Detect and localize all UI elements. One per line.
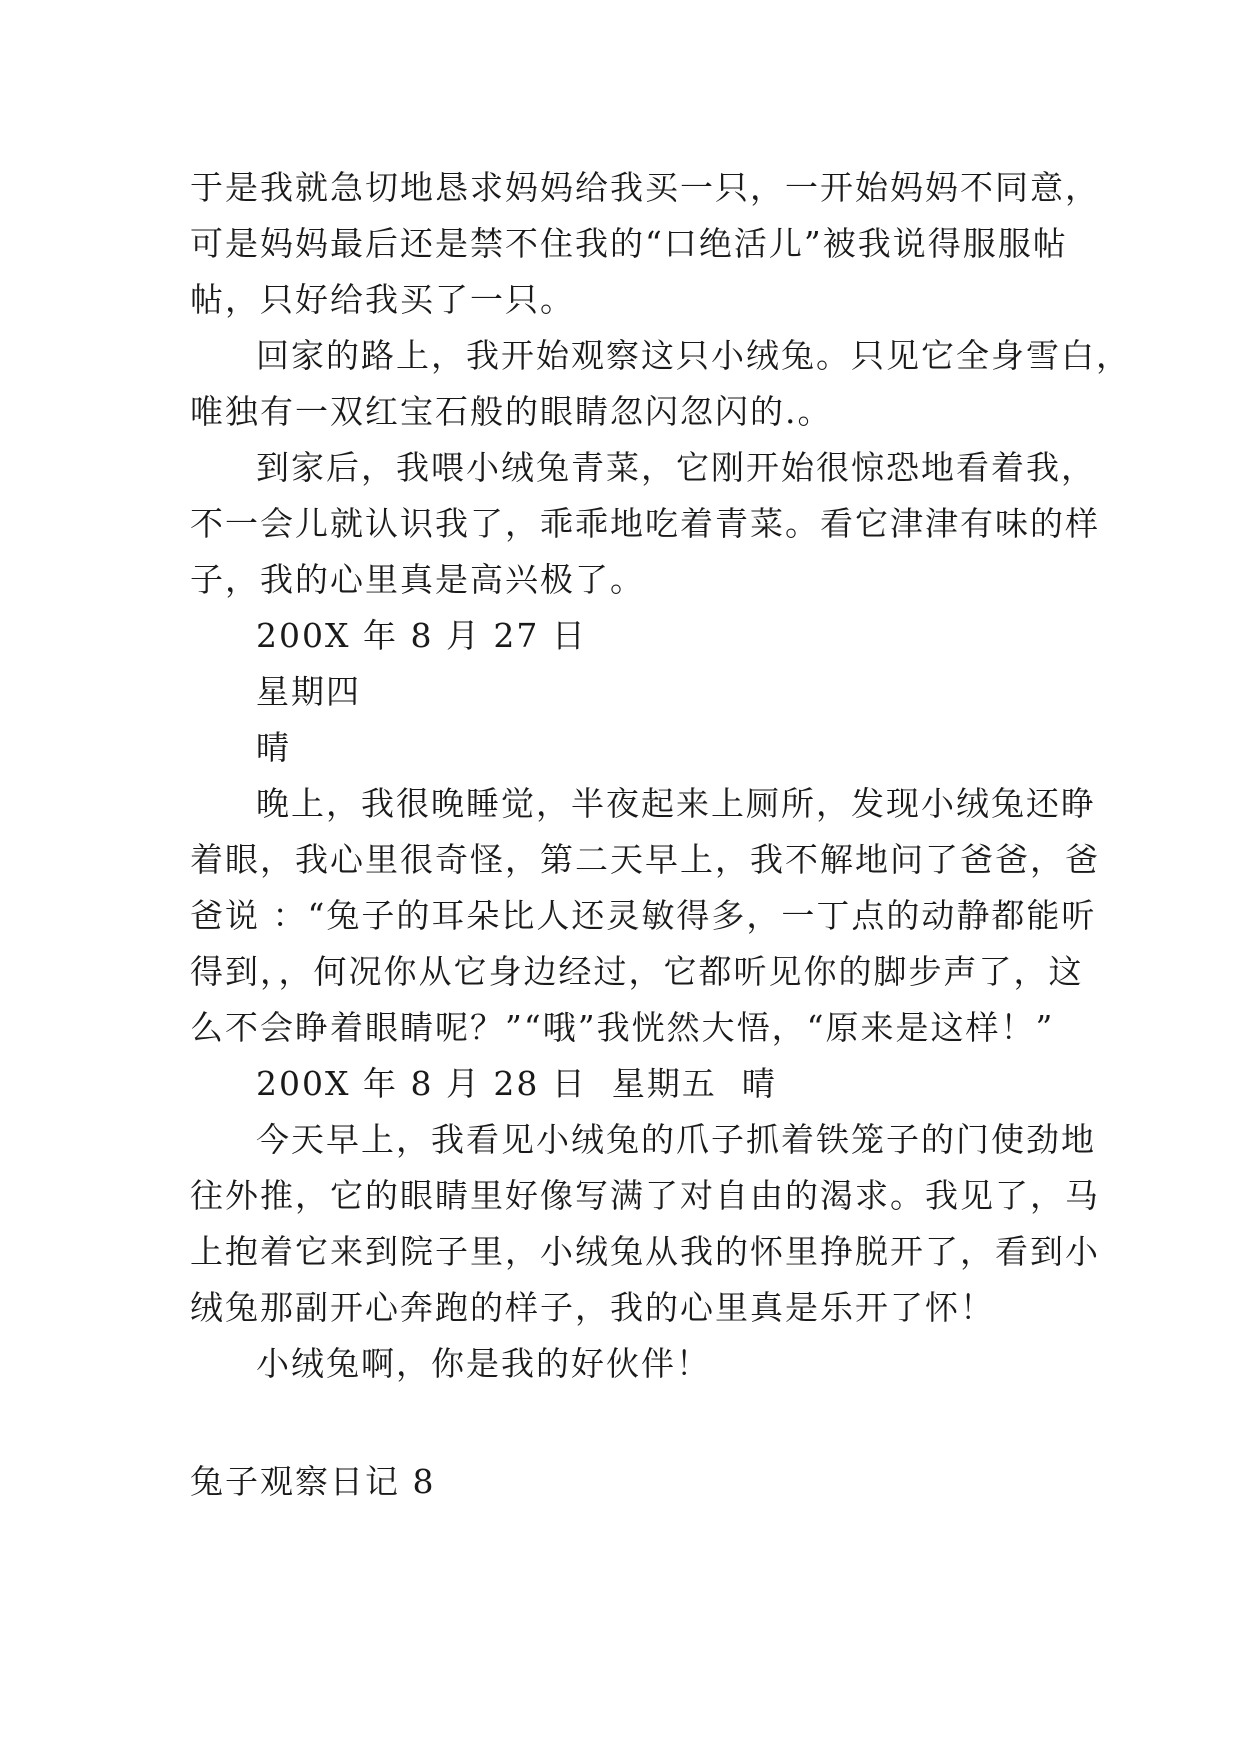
diary-date-header	[190, 1056, 1060, 1112]
text-line: 200X 年 8 月 28 日 星期五 晴	[256, 1064, 777, 1103]
diary-date	[190, 608, 1060, 664]
paragraph-closing	[190, 1336, 1060, 1392]
text-line: 唯独有一双红宝石般的眼睛忽闪忽闪的.。	[190, 392, 833, 431]
text-line: 往外推，它的眼睛里好像写满了对自由的渴求。我见了，马	[190, 1176, 1100, 1215]
text-line: 到家后，我喂小绒兔青菜，它刚开始很惊恐地看着我，	[256, 448, 1096, 487]
text-line: 小绒兔啊，你是我的好伙伴！	[256, 1344, 711, 1383]
text-line: 晚上，我很晚睡觉，半夜起来上厕所，发现小绒兔还睁	[256, 784, 1096, 823]
paragraph-way-home	[190, 328, 1131, 440]
text-line: 帖，只好给我买了一只。	[190, 280, 575, 319]
text-line: 上抱着它来到院子里，小绒兔从我的怀里挣脱开了，看到小	[190, 1232, 1100, 1271]
document-body	[190, 160, 1131, 1510]
text-line: 绒兔那副开心奔跑的样子，我的心里真是乐开了怀！	[190, 1288, 995, 1327]
paragraph-at-home	[190, 440, 1100, 608]
diary-weather	[190, 720, 1060, 776]
text-line: 200X 年 8 月 27 日	[256, 616, 587, 655]
diary-weekday	[190, 664, 1060, 720]
text-line: 得到，，何况你从它身边经过，它都听见你的脚步声了，这	[190, 952, 1084, 991]
text-line: 不一会儿就认识我了，乖乖地吃着青菜。看它津津有味的样	[190, 504, 1100, 543]
paragraph-request	[190, 160, 1100, 328]
section-title: 兔子观察日记 8	[190, 1462, 436, 1501]
text-line: 么不会睁着眼睛呢？”“哦”我恍然大悟，“原来是这样！”	[190, 1008, 1055, 1047]
text-line: 着眼，我心里很奇怪，第二天早上，我不解地问了爸爸，爸	[190, 840, 1100, 879]
text-line: 星期四	[256, 672, 361, 711]
section-spacer	[190, 1392, 1060, 1454]
paragraph-morning	[190, 1112, 1100, 1336]
paragraph-night	[190, 776, 1100, 1056]
text-line: 子，我的心里真是高兴极了。	[190, 560, 645, 599]
text-line: 于是我就急切地恳求妈妈给我买一只，一开始妈妈不同意，	[190, 168, 1100, 207]
text-line: 回家的路上，我开始观察这只小绒兔。只见它全身雪白，	[256, 336, 1131, 375]
text-line: 爸说 ：“兔子的耳朵比人还灵敏得多，一丁点的动静都能听	[190, 896, 1097, 935]
text-line: 今天早上，我看见小绒兔的爪子抓着铁笼子的门使劲地	[256, 1120, 1096, 1159]
text-line: 晴	[256, 728, 291, 767]
text-line: 可是妈妈最后还是禁不住我的“口绝活儿”被我说得服服帖	[190, 224, 1068, 263]
